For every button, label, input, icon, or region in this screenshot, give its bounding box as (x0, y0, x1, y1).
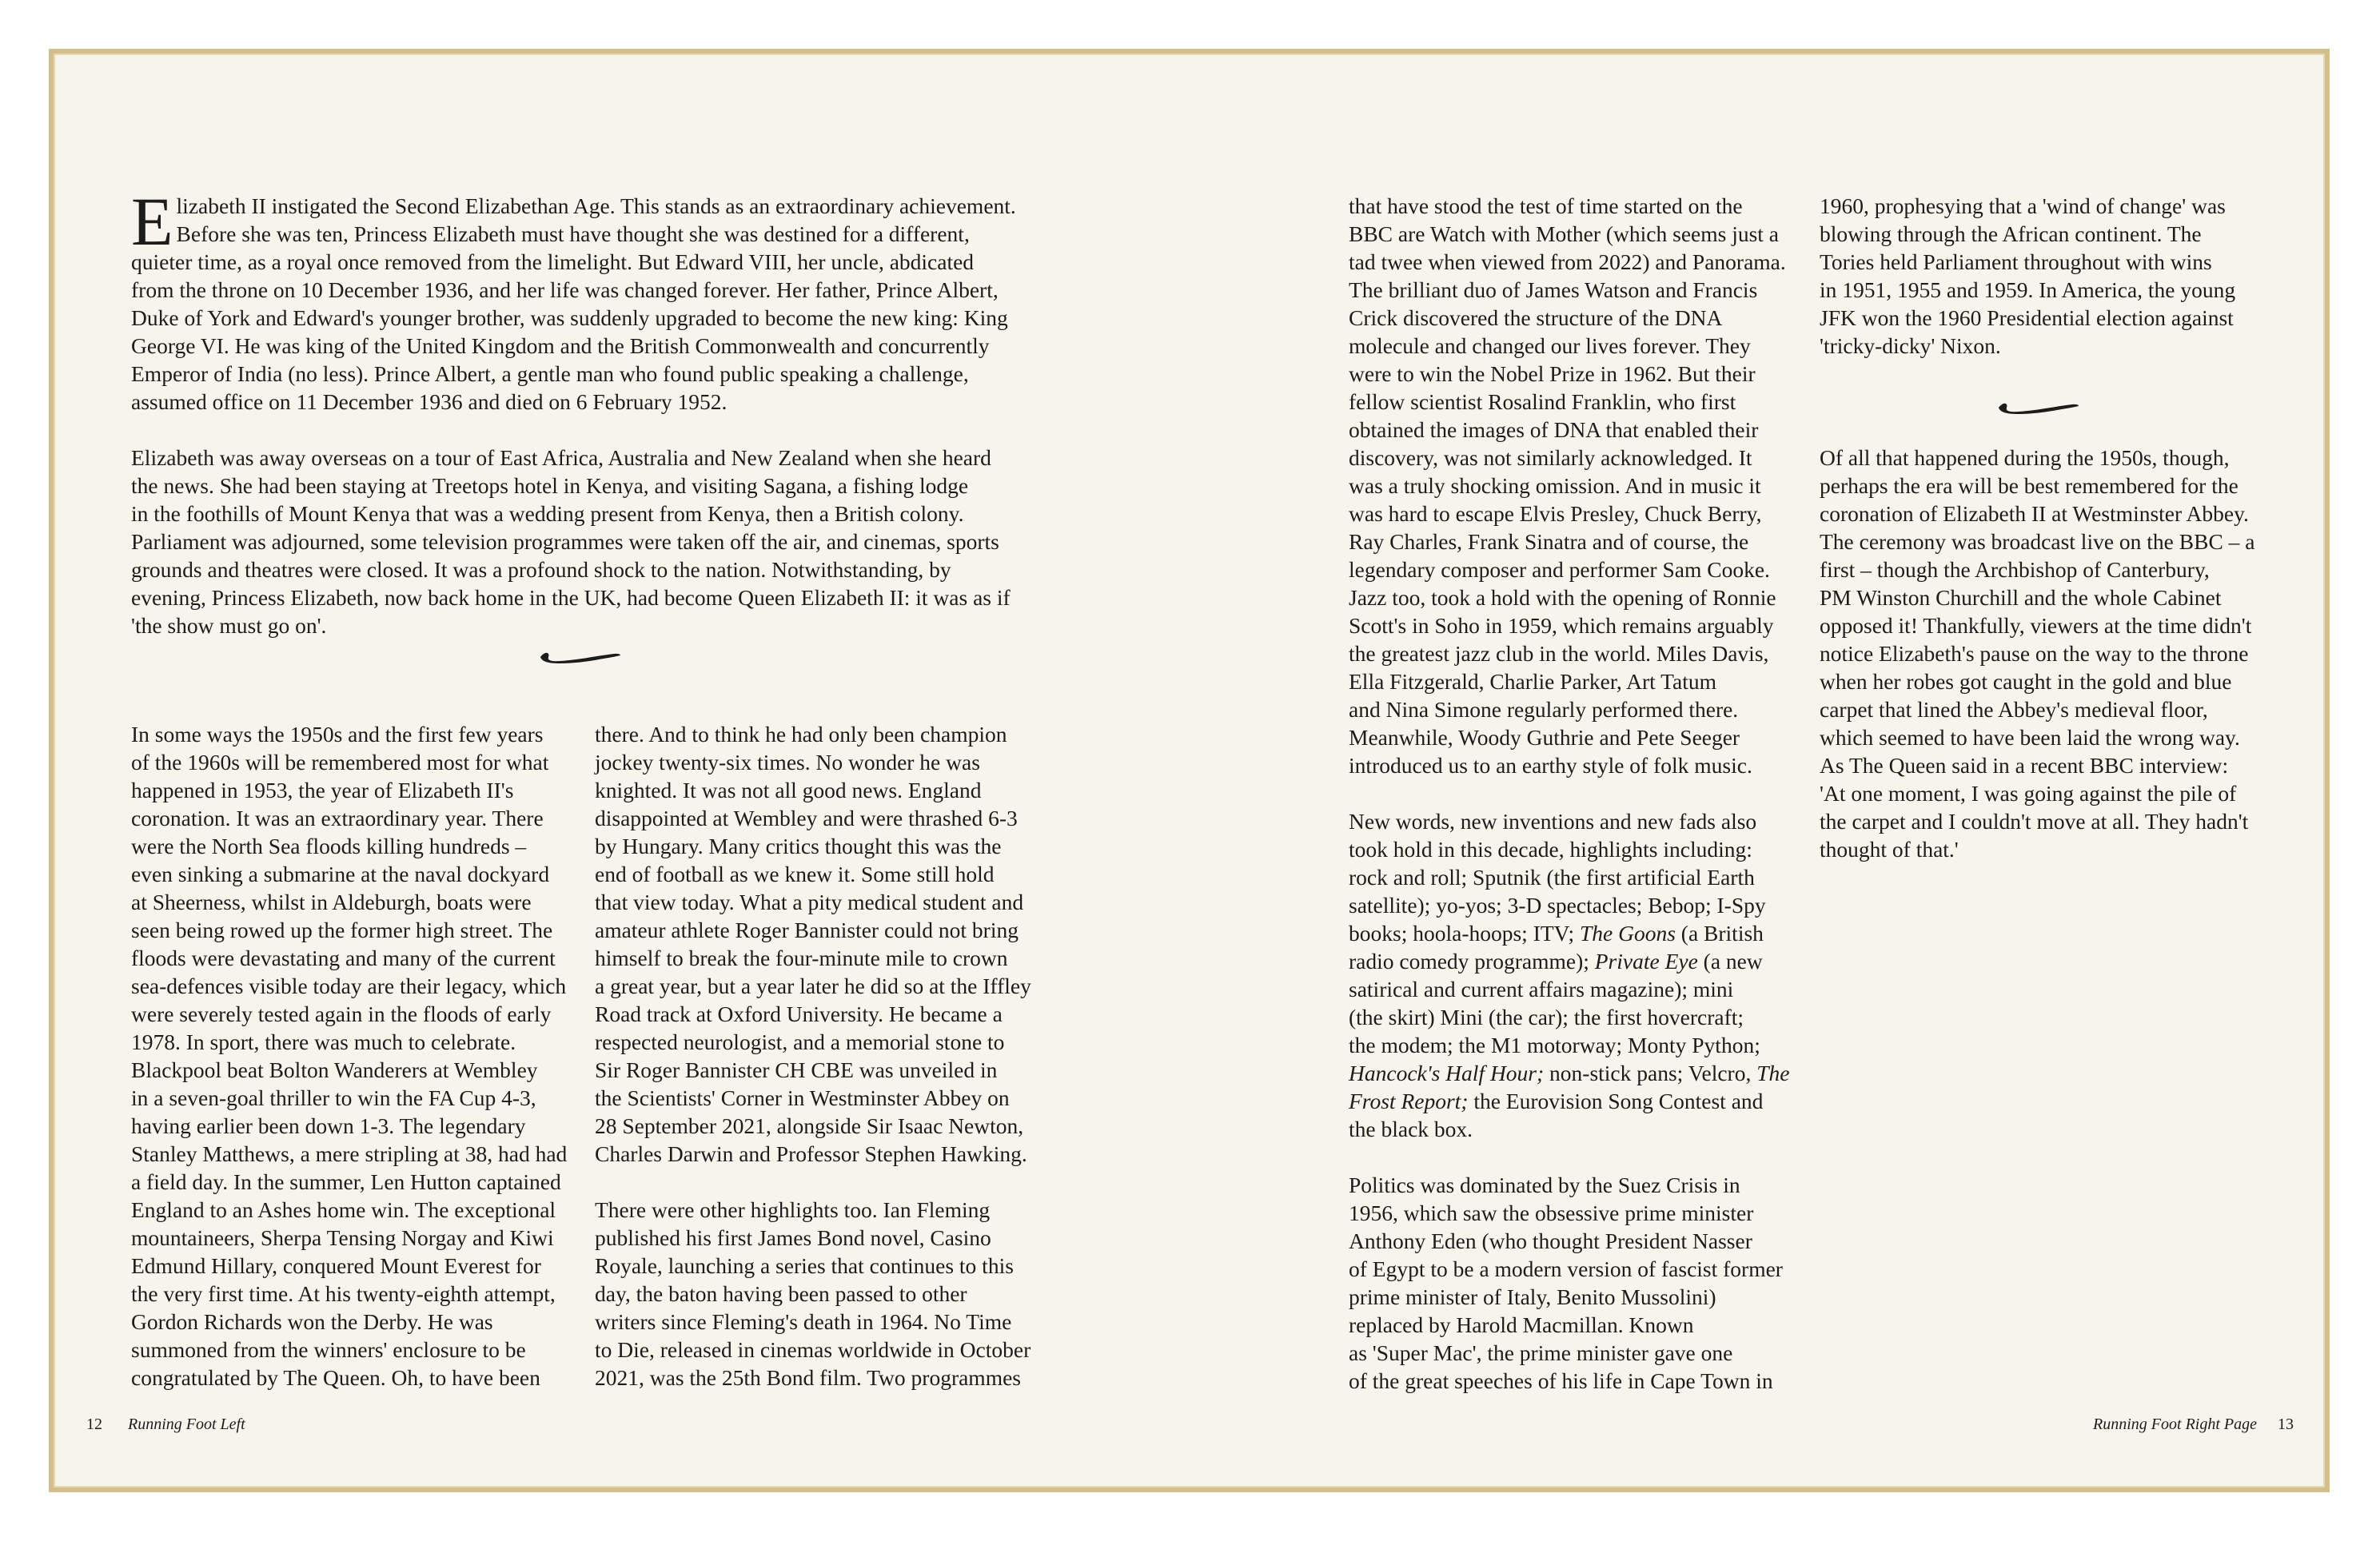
column-2-line: jockey twenty-six times. No wonder he was (595, 750, 980, 774)
column-3-line (1349, 1031, 1789, 1059)
column-4-line: 1960, prophesying that a 'wind of change' was (1820, 193, 2226, 218)
intro-line: Before she was ten, Princess Elizabeth must have thought she was destined for a different, (176, 221, 970, 246)
column-3-line: Meanwhile, Woody Guthrie and Pete Seeger (1349, 725, 1740, 750)
column-2-line: There were other highlights too. Ian Fleming (595, 1197, 991, 1222)
column-4-line: The ceremony was broadcast live on the BBC – a (1820, 529, 2255, 554)
column-4-line: Tories held Parliament throughout with wins (1820, 249, 2212, 274)
column-2-line: to Die, released in cinemas worldwide in October (595, 1337, 1031, 1362)
column-1-line: Gordon Richards won the Derby. He was (131, 1309, 493, 1334)
intro-line: Duke of York and Edward's younger brother, was suddenly upgraded to become the new king: King (131, 305, 1008, 330)
italic-title: The Goons (1579, 921, 1676, 946)
column-3-line: replaced by Harold Macmillan. Known (1349, 1312, 1694, 1337)
column-1-line: Edmund Hillary, conquered Mount Everest for (131, 1253, 541, 1278)
column-3-line: Ray Charles, Frank Sinatra and of course, the (1349, 529, 1749, 554)
intro-line: in the foothills of Mount Kenya that was a wedding present from Kenya, then a British colony. (131, 501, 964, 526)
column-2-line: published his first James Bond novel, Casino (595, 1225, 991, 1250)
column-3-line (1349, 947, 1789, 975)
column-1-line: seen being rowed up the former high street. The (131, 918, 553, 942)
column-1-line: a field day. In the summer, Len Hutton captained (131, 1169, 561, 1194)
column-3-line: tad twee when viewed from 2022) and Panorama. (1349, 249, 1786, 274)
column-4-line: 'At one moment, I was going against the pile of (1820, 781, 2237, 806)
column-3-line (1349, 919, 1789, 947)
column-3-line: fellow scientist Rosalind Franklin, who first (1349, 389, 1736, 414)
column-4-line: As The Queen said in a recent BBC interview: (1820, 753, 2229, 778)
column-3-line: discovery, was not similarly acknowledged. It (1349, 445, 1752, 470)
column-3-text (1349, 192, 1789, 1395)
intro-paragraph-1 (131, 183, 1016, 416)
column-2-text (595, 720, 1031, 1392)
line-segment: New words, new inventions and new fads also (1349, 809, 1757, 834)
line-segment: (the skirt) Mini (the car); the first hovercraft; (1349, 1005, 1744, 1029)
drop-cap: E (131, 183, 173, 260)
column-4-line: thought of that.' (1820, 837, 1959, 862)
italic-title: Hancock's Half Hour; (1349, 1061, 1545, 1085)
column-4-line: the carpet and I couldn't move at all. They hadn't (1820, 809, 2249, 834)
column-2-line: writers since Fleming's death in 1964. No Time (595, 1309, 1012, 1334)
column-2-line: Charles Darwin and Professor Stephen Hawking. (595, 1141, 1027, 1166)
column-3-line: Jazz too, took a hold with the opening of Ronnie (1349, 585, 1776, 610)
column-3-line: and Nina Simone regularly performed there. (1349, 697, 1739, 722)
column-2-line: amateur athlete Roger Bannister could not bring (595, 918, 1019, 942)
column-4-line: PM Winston Churchill and the whole Cabinet (1820, 585, 2222, 610)
column-3-line: molecule and changed our lives forever. They (1349, 333, 1751, 358)
intro-line: grounds and theatres were closed. It was a profound shock to the nation. Notwithstanding, by (131, 557, 951, 582)
intro-line: George VI. He was king of the United Kingdom and the British Commonwealth and concurrently (131, 333, 990, 358)
intro-line: assumed office on 11 December 1936 and died on 6 February 1952. (131, 389, 728, 414)
column-1-line: mountaineers, Sherpa Tensing Norgay and Kiwi (131, 1225, 554, 1250)
column-1-line: Blackpool beat Bolton Wanderers at Wembley (131, 1057, 538, 1082)
column-1-line: 1978. In sport, there was much to celebrate. (131, 1029, 516, 1054)
column-3-line: Scott's in Soho in 1959, which remains arguably (1349, 613, 1774, 638)
column-4-line: JFK won the 1960 Presidential election against (1820, 305, 2234, 330)
column-4-line: in 1951, 1955 and 1959. In America, the young (1820, 277, 2236, 302)
column-1-line: the very first time. At his twenty-eighth attempt, (131, 1281, 556, 1306)
column-3-line: Politics was dominated by the Suez Crisis in (1349, 1173, 1740, 1197)
intro-paragraph-2 (131, 444, 1011, 639)
column-2-line: Road track at Oxford University. He became a (595, 1001, 1003, 1026)
column-4-line: carpet that lined the Abbey's medieval floor, (1820, 697, 2208, 722)
intro-line: Emperor of India (no less). Prince Albert, a gentle man who found public speaking a challenge, (131, 361, 969, 386)
column-1-line: even sinking a submarine at the naval dockyard (131, 862, 550, 886)
column-4-paragraph-2 (1820, 444, 2255, 863)
column-4-line: when her robes got caught in the gold and blue (1820, 669, 2232, 694)
column-3-line: of Egypt to be a modern version of fascist former (1349, 1256, 1783, 1281)
column-1-line: of the 1960s will be remembered most for what (131, 750, 549, 774)
intro-line: lizabeth II instigated the Second Elizabethan Age. This stands as an extraordinary achievement. (176, 193, 1016, 218)
column-3-line (1349, 891, 1789, 919)
column-3-line: 1956, which saw the obsessive prime minister (1349, 1201, 1754, 1225)
column-1-line: were the North Sea floods killing hundreds – (131, 834, 527, 858)
intro-line: from the throne on 10 December 1936, and her life was changed forever. Her father, Prince Albert, (131, 277, 999, 302)
column-3-line: introduced us to an earthy style of folk music. (1349, 753, 1752, 778)
column-3-paragraph-2 (1349, 807, 1789, 1143)
column-2-line: a great year, but a year later he did so at the Iffley (595, 974, 1031, 998)
column-2-line: the Scientists' Corner in Westminster Abbey on (595, 1085, 1010, 1110)
line-segment: (a new (1697, 949, 1763, 974)
column-4-text (1820, 192, 2255, 863)
column-4-line: notice Elizabeth's pause on the way to the throne (1820, 641, 2249, 666)
column-2-paragraph-2 (595, 1196, 1031, 1392)
column-2-line: Sir Roger Bannister CH CBE was unveiled in (595, 1057, 998, 1082)
intro-line: Parliament was adjourned, some television programmes were taken off the air, and cinemas, sports (131, 529, 999, 554)
column-3-line: BBC are Watch with Mother (which seems just a (1349, 221, 1780, 246)
footer-right-running-foot (2093, 1415, 2257, 1434)
column-1-line: Stanley Matthews, a mere stripling at 38, had had (131, 1141, 568, 1166)
intro-line: 'the show must go on'. (131, 613, 327, 638)
column-4-line: opposed it! Thankfully, viewers at the time didn't (1820, 613, 2252, 638)
column-2-line: Royale, launching a series that continues to this (595, 1253, 1014, 1278)
italic-title: Frost Report; (1349, 1089, 1469, 1113)
footer-right-page-number: 13 (2278, 1416, 2294, 1433)
intro-text (131, 183, 1016, 639)
column-1-line: in a seven-goal thriller to win the FA Cup 4-3, (131, 1085, 536, 1110)
footer-left-page-number: 12 (86, 1416, 102, 1433)
column-2-line: 28 September 2021, alongside Sir Isaac Newton, (595, 1113, 1024, 1138)
column-2-line: end of football as we knew it. Some still hold (595, 862, 995, 886)
column-2-line: respected neurologist, and a memorial stone to (595, 1029, 1005, 1054)
line-segment: the black box. (1349, 1117, 1473, 1141)
intro-paragraph-1-lines (131, 183, 1016, 416)
italic-title: The (1756, 1061, 1790, 1085)
running-foot-right-text: Running Foot Right Page (2093, 1416, 2257, 1433)
italic-title: Private Eye (1594, 949, 1698, 974)
column-4-line: which seemed to have been laid the wrong way. (1820, 725, 2240, 750)
column-3-line (1349, 1087, 1789, 1115)
column-1-line: summoned from the winners' enclosure to be (131, 1337, 526, 1362)
line-segment: satellite); yo-yos; 3-D spectacles; Bebop; I-Spy (1349, 893, 1766, 918)
column-1-line: congratulated by The Queen. Oh, to have been (131, 1365, 540, 1390)
line-segment: the modem; the M1 motorway; Monty Python; (1349, 1033, 1760, 1057)
column-1-line: at Sheerness, whilst in Aldeburgh, boats were (131, 890, 532, 914)
column-3-line (1349, 807, 1789, 835)
intro-line: evening, Princess Elizabeth, now back home in the UK, had become Queen Elizabeth II: it was as if (131, 585, 1011, 610)
column-1-line: floods were devastating and many of the current (131, 946, 556, 970)
intro-line: Elizabeth was away overseas on a tour of East Africa, Australia and New Zealand when she heard (131, 445, 991, 470)
column-1-line: England to an Ashes home win. The exceptional (131, 1197, 556, 1222)
column-2-line: by Hungary. Many critics thought this was the (595, 834, 1002, 858)
column-3-line: Crick discovered the structure of the DNA (1349, 305, 1723, 330)
column-1-line: having earlier been down 1-3. The legendary (131, 1113, 526, 1138)
column-3-line (1349, 1115, 1789, 1143)
column-3-line: that have stood the test of time started on the (1349, 193, 1743, 218)
line-segment: radio comedy programme); (1349, 949, 1595, 974)
column-4-line: blowing through the African continent. The (1820, 221, 2202, 246)
intro-line: the news. She had been staying at Treetops hotel in Kenya, and visiting Sagana, a fishing lodge (131, 473, 969, 498)
line-segment: satirical and current affairs magazine); mini (1349, 977, 1734, 1001)
column-3-line (1349, 975, 1789, 1003)
column-3-line: legendary composer and performer Sam Cooke. (1349, 557, 1770, 582)
column-1-line: were severely tested again in the floods of early (131, 1001, 552, 1026)
column-3-line: Ella Fitzgerald, Charlie Parker, Art Tatum (1349, 669, 1717, 694)
line-segment: the Eurovision Song Contest and (1468, 1089, 1764, 1113)
column-3-line: as 'Super Mac', the prime minister gave one (1349, 1340, 1733, 1365)
column-1-line: In some ways the 1950s and the first few years (131, 722, 544, 747)
column-1-line: coronation. It was an extraordinary year. There (131, 806, 544, 830)
column-2-line: day, the baton having been passed to other (595, 1281, 967, 1306)
column-3-line: prime minister of Italy, Benito Mussolini) (1349, 1284, 1716, 1309)
line-segment: rock and roll; Sputnik (the first artificial Earth (1349, 865, 1755, 890)
column-2-line: 2021, was the 25th Bond film. Two programmes (595, 1365, 1022, 1390)
column-3-line: the greatest jazz club in the world. Miles Davis, (1349, 641, 1769, 666)
line-segment: took hold in this decade, highlights including: (1349, 837, 1752, 862)
column-2-line: disappointed at Wembley and were thrashed 6-3 (595, 806, 1018, 830)
running-foot-left-text: Running Foot Left (128, 1416, 245, 1433)
column-3-line: Anthony Eden (who thought President Nasser (1349, 1228, 1752, 1253)
column-3-line (1349, 863, 1789, 891)
column-2-paragraph-1 (595, 720, 1031, 1168)
flourish-ornament-left-icon (537, 643, 624, 671)
column-3-paragraph-1 (1349, 192, 1789, 779)
column-3-line: The brilliant duo of James Watson and Francis (1349, 277, 1758, 302)
column-2-line: himself to break the four-minute mile to crown (595, 946, 1008, 970)
column-4-line: 'tricky-dicky' Nixon. (1820, 333, 2001, 358)
column-1-line: happened in 1953, the year of Elizabeth II's (131, 778, 514, 802)
column-1-text (131, 720, 567, 1392)
column-3-line: were to win the Nobel Prize in 1962. But their (1349, 361, 1756, 386)
column-2-line: that view today. What a pity medical student and (595, 890, 1024, 914)
column-3-line: was a truly shocking omission. And in music it (1349, 473, 1761, 498)
column-3-line: obtained the images of DNA that enabled their (1349, 417, 1759, 442)
column-3-line (1349, 1003, 1789, 1031)
column-3-line: was hard to escape Elvis Presley, Chuck Berry, (1349, 501, 1762, 526)
column-3-line (1349, 1059, 1789, 1087)
column-2-line: there. And to think he had only been champion (595, 722, 1007, 747)
flourish-ornament-right-icon (1995, 393, 2082, 422)
intro-line: quieter time, as a royal once removed from the limelight. But Edward VIII, her uncle, abdicated (131, 249, 975, 274)
line-segment: books; hoola-hoops; ITV; (1349, 921, 1580, 946)
column-4-line: coronation of Elizabeth II at Westminster Abbey. (1820, 501, 2249, 526)
column-2-line: knighted. It was not all good news. England (595, 778, 982, 802)
column-4-line: perhaps the era will be best remembered for the (1820, 473, 2238, 498)
column-1-line: sea-defences visible today are their legacy, which (131, 974, 567, 998)
column-4-line: Of all that happened during the 1950s, though, (1820, 445, 2230, 470)
column-3-line (1349, 835, 1789, 863)
column-3-line: of the great speeches of his life in Cape Town in (1349, 1368, 1773, 1393)
column-4-paragraph-1 (1820, 192, 2255, 360)
line-segment: (a British (1675, 921, 1764, 946)
footer-left-running-foot (128, 1415, 245, 1434)
column-4-line: first – though the Archbishop of Canterbury, (1820, 557, 2210, 582)
column-3-paragraph-3 (1349, 1171, 1789, 1395)
line-segment: non-stick pans; Velcro, (1544, 1061, 1757, 1085)
